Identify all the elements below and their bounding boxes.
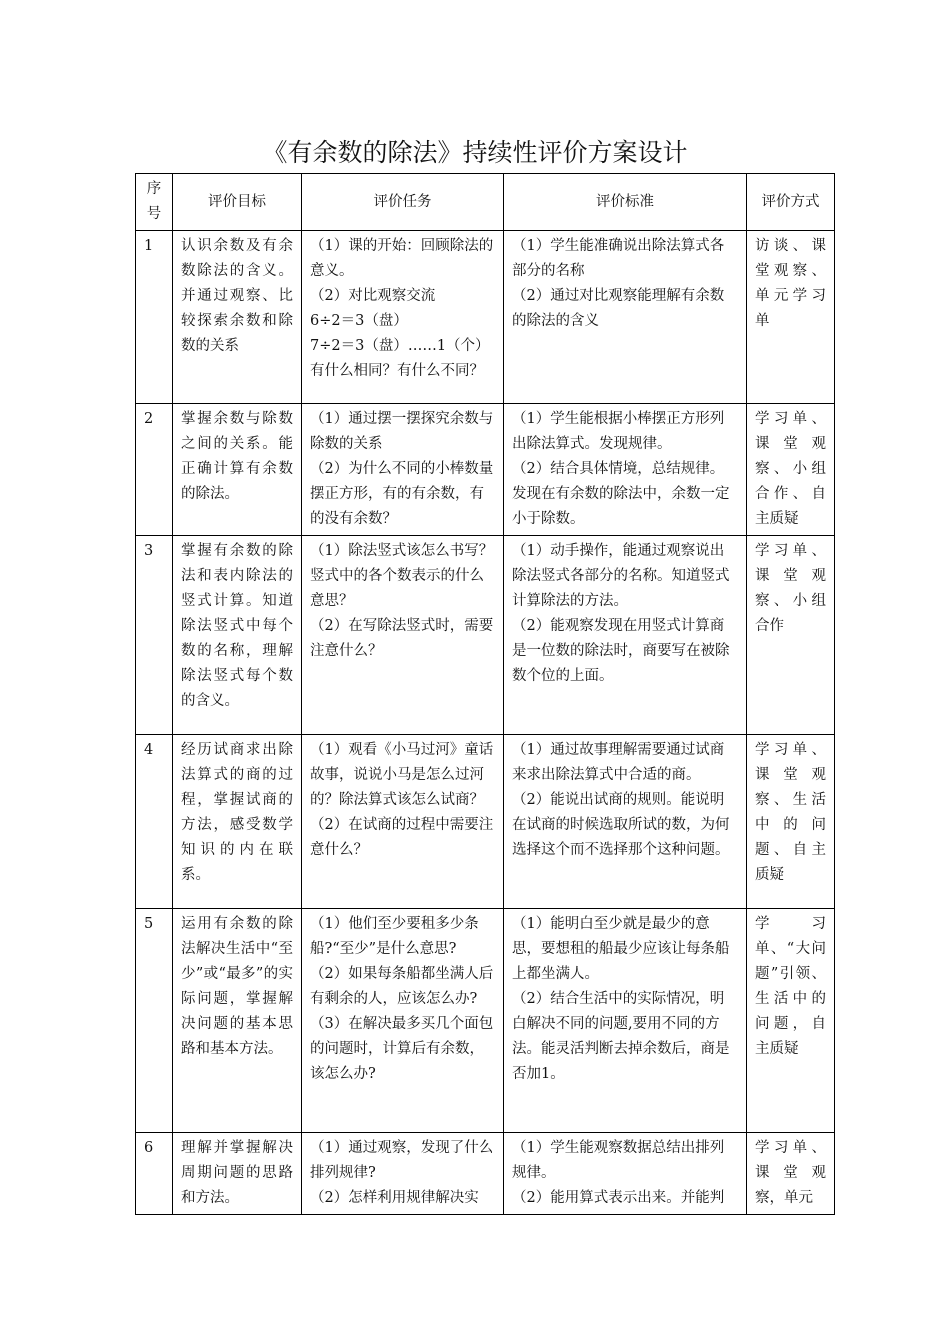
cell-task-line: （1）他们至少要租多少条船?“至少”是什么意思? [310, 916, 479, 957]
cell-standard [504, 536, 747, 735]
header-method: 评价方式 [747, 174, 835, 231]
cell-index: 2 [136, 404, 173, 536]
cell-goal: 经历试商求出除法算式的商的过程，掌握试商的方法，感受数学知识的内在联系。 [173, 735, 302, 909]
cell-task [302, 536, 504, 735]
cell-task-line: 7÷2＝3（盘）……1（个） [310, 338, 490, 354]
cell-goal: 掌握有余数的除法和表内除法的竖式计算。知道除法竖式中每个数的名称，理解除法竖式每个数的含义。 [173, 536, 302, 735]
cell-method: 学习单、“大问题”引领、生活中的问题，自主质疑 [747, 909, 835, 1133]
cell-method: 学习单、课堂观察，单元 [747, 1133, 835, 1215]
header-index: 序号 [136, 174, 173, 231]
cell-goal: 理解并掌握解决周期问题的思路和方法。 [173, 1133, 302, 1215]
cell-task-line: （2）在写除法竖式时，需要注意什么？ [310, 618, 494, 659]
cell-standard-line: （2）能用算式表示出来。并能判 [512, 1190, 725, 1206]
cell-task-line: （1）通过摆一摆探究余数与除数的关系 [310, 411, 494, 452]
cell-index: 6 [136, 1133, 173, 1215]
cell-method: 访谈、课堂观察、单元学习单 [747, 231, 835, 404]
cell-goal: 认识余数及有余数除法的含义。并通过观察、比较探索余数和除数的关系 [173, 231, 302, 404]
cell-standard [504, 231, 747, 404]
table-row [136, 1133, 835, 1215]
header-task: 评价任务 [302, 174, 504, 231]
cell-standard-line: （2）结合生活中的实际情况，明白解决不同的问题,要用不同的方法。能灵活判断去掉余数后，商是否加1。 [512, 991, 730, 1082]
cell-task-line: （1）除法竖式该怎么书写？竖式中的各个数表示的什么意思？ [310, 543, 494, 609]
cell-standard-line: （1）学生能准确说出除法算式各部分的名称 [512, 238, 725, 279]
table-row [136, 735, 835, 909]
cell-method: 学习单、课堂观察、小组合作、自主质疑 [747, 404, 835, 536]
cell-index: 5 [136, 909, 173, 1133]
cell-task [302, 404, 504, 536]
cell-goal: 运用有余数的除法解决生活中“至少”或“最多”的实际问题，掌握解决问题的基本思路和基本方法。 [173, 909, 302, 1133]
cell-task-line: （2）在试商的过程中需要注意什么？ [310, 817, 494, 858]
cell-task [302, 909, 504, 1133]
cell-task-line: 6÷2＝3（盘） [310, 313, 408, 329]
cell-task-line: （2）如果每条船都坐满人后有剩余的人，应该怎么办? [310, 966, 494, 1007]
cell-task-line: （1）通过观察，发现了什么排列规律? [310, 1140, 494, 1181]
cell-standard-line: （2）能说出试商的规则。能说明在试商的时候选取所试的数，为何选择这个而不选择那个这种问题。 [512, 792, 730, 858]
cell-goal: 掌握余数与除数之间的关系。能正确计算有余数的除法。 [173, 404, 302, 536]
cell-standard-line: （1）学生能根据小棒摆正方形列出除法算式。发现规律。 [512, 411, 725, 452]
cell-standard-line: （2）结合具体情境，总结规律。发现在有余数的除法中，余数一定小于除数。 [512, 461, 730, 527]
cell-standard-line: （2）通过对比观察能理解有余数的除法的含义 [512, 288, 725, 329]
cell-standard-line: （1）动手操作，能通过观察说出除法竖式各部分的名称。知道竖式计算除法的方法。 [512, 543, 730, 609]
header-standard: 评价标准 [504, 174, 747, 231]
header-goal: 评价目标 [173, 174, 302, 231]
cell-task-line: （2）为什么不同的小棒数量摆正方形，有的有余数，有的没有余数？ [310, 461, 494, 527]
cell-method: 学习单、课堂观察、生活中的问题、自主质疑 [747, 735, 835, 909]
cell-task-line: （1）观看《小马过河》童话故事，说说小马是怎么过河的？除法算式该怎么试商？ [310, 742, 494, 808]
cell-task-line: （1）课的开始：回顾除法的意义。 [310, 238, 494, 279]
cell-standard [504, 1133, 747, 1215]
cell-task-line: （2）对比观察交流 [310, 288, 436, 304]
cell-index: 1 [136, 231, 173, 404]
cell-task [302, 735, 504, 909]
cell-standard [504, 404, 747, 536]
cell-task-line: （2）怎样利用规律解决实 [310, 1190, 479, 1206]
evaluation-table [135, 173, 835, 1215]
cell-index: 3 [136, 536, 173, 735]
table-row [136, 404, 835, 536]
table-row [136, 909, 835, 1133]
cell-task [302, 1133, 504, 1215]
cell-standard-line: （1）能明白至少就是最少的意思，要想租的船最少应该让每条船上都坐满人。 [512, 916, 730, 982]
cell-method: 学习单、课堂观察、小组合作 [747, 536, 835, 735]
cell-standard [504, 735, 747, 909]
table-row [136, 536, 835, 735]
cell-task-line: （3）在解决最多买几个面包的问题时，计算后有余数，该怎么办? [310, 1016, 494, 1082]
table-row [136, 231, 835, 404]
table-header-row [136, 174, 835, 231]
cell-task [302, 231, 504, 404]
document-title: 《有余数的除法》持续性评价方案设计 [262, 138, 688, 167]
cell-standard-line: （1）学生能观察数据总结出排列规律。 [512, 1140, 725, 1181]
cell-standard-line: （2）能观察发现在用竖式计算商是一位数的除法时，商要写在被除数个位的上面。 [512, 618, 730, 684]
cell-task-line: 有什么相同？有什么不同？ [310, 363, 484, 379]
cell-index: 4 [136, 735, 173, 909]
cell-standard-line: （1）通过故事理解需要通过试商来求出除法算式中合适的商。 [512, 742, 725, 783]
cell-standard [504, 909, 747, 1133]
